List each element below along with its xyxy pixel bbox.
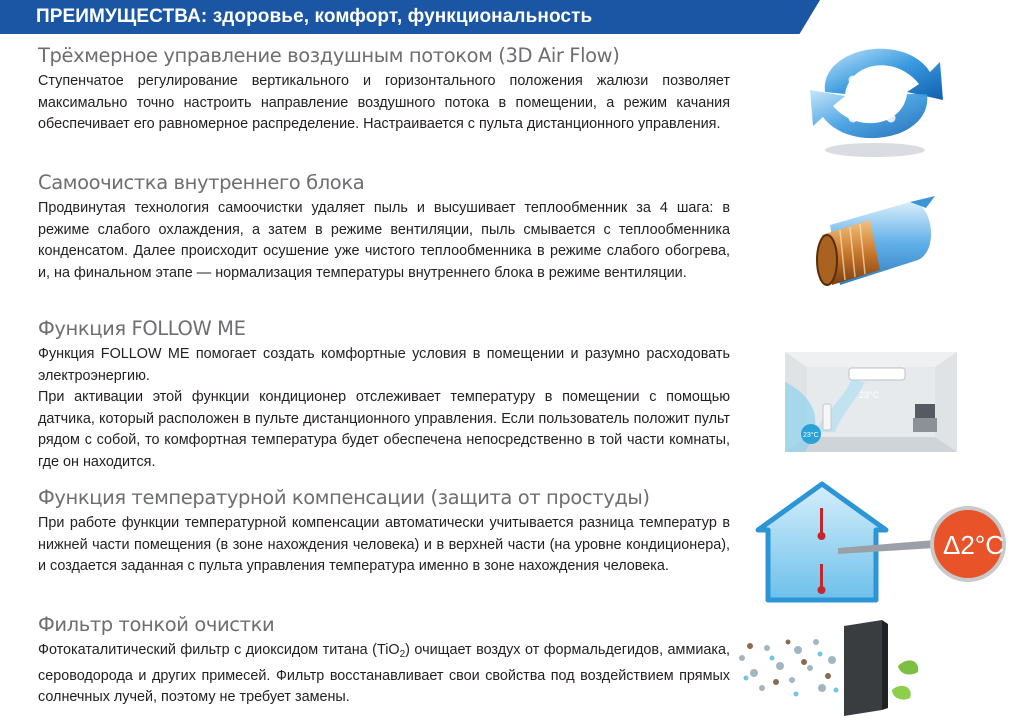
filter-icon	[732, 618, 924, 718]
room-follow-me-icon	[785, 352, 957, 452]
section-paragraph: При работе функции температурной компенсации автоматически учитывается разница температур в нижней части помещения (в зоне нахождения человека) и в верхней части (на уровне кондиционера), и создается заданная с пульта управления температура именно в зоне нахождения человека.	[38, 515, 730, 574]
heat-exchanger-icon	[800, 190, 950, 300]
section-title: Функция FOLLOW ME	[38, 317, 246, 340]
section-follow-me	[38, 317, 730, 473]
section-title: Самоочистка внутреннего блока	[38, 171, 365, 194]
section-3d-airflow	[38, 44, 730, 136]
section-temp-compensation	[38, 486, 730, 578]
page-title: ПРЕИМУЩЕСТВА: здоровье, комфорт, функциональность	[36, 6, 593, 27]
section-paragraph: Функция FOLLOW ME помогает создать комфортные условия в помещении и разумно расходовать электроэнергию.	[38, 346, 730, 384]
3d-airflow-icon	[795, 22, 955, 162]
room-temp-label: 23°C	[859, 390, 880, 400]
section-paragraph: Фотокаталитический фильтр с диоксидом титана (TiO$_2$) очищает воздух от формальдегидов, аммиака, сероводорода и других примесей. Фильтр восстанавливает свои свойства под воздействием прямых солнечных лучей, поэтому не требует замены.	[38, 642, 730, 705]
section-title: Функция температурной компенсации (защита от простуды)	[38, 486, 650, 509]
section-title: Трёхмерное управление воздушным потоком (3D Air Flow)	[38, 44, 620, 67]
section-paragraph: При активации этой функции кондиционер отслеживает температуру в помещении с помощью датчика, который расположен в пульте дистанционного управления. Если пользователь положит пульт рядом с собой, то комфортная температура будет обеспечена непосредственно в той части комнаты, где он находится.	[38, 389, 730, 470]
temp-compensation-icon	[750, 478, 1024, 608]
section-paragraph: Продвинутая технология самоочистки удаляет пыль и высушивает теплообменник за 4 шага: в режиме слабого охлаждения, а затем в режиме вентиляции, пыль смывается с теплообменника конденсатом. Далее происходит осушение уже чистого теплообменника в режиме слабого обогрева, и, на финальном этапе — нормализация температуры внутреннего блока в режиме вентиляции.	[38, 200, 730, 281]
section-self-cleaning	[38, 171, 730, 284]
section-fine-filter	[38, 613, 730, 709]
section-title: Фильтр тонкой очистки	[38, 613, 275, 636]
section-paragraph: Ступенчатое регулирование вертикального и горизонтального положения жалюзи позволяет максимально точно настроить направление воздушного потока в помещении, а режим качания обеспечивает его равномерное распределение. Настраивается с пульта дистанционного управления.	[38, 73, 730, 132]
delta-temp-label: Δ2°C	[943, 530, 1005, 560]
remote-temp-label: 23°C	[803, 432, 819, 439]
